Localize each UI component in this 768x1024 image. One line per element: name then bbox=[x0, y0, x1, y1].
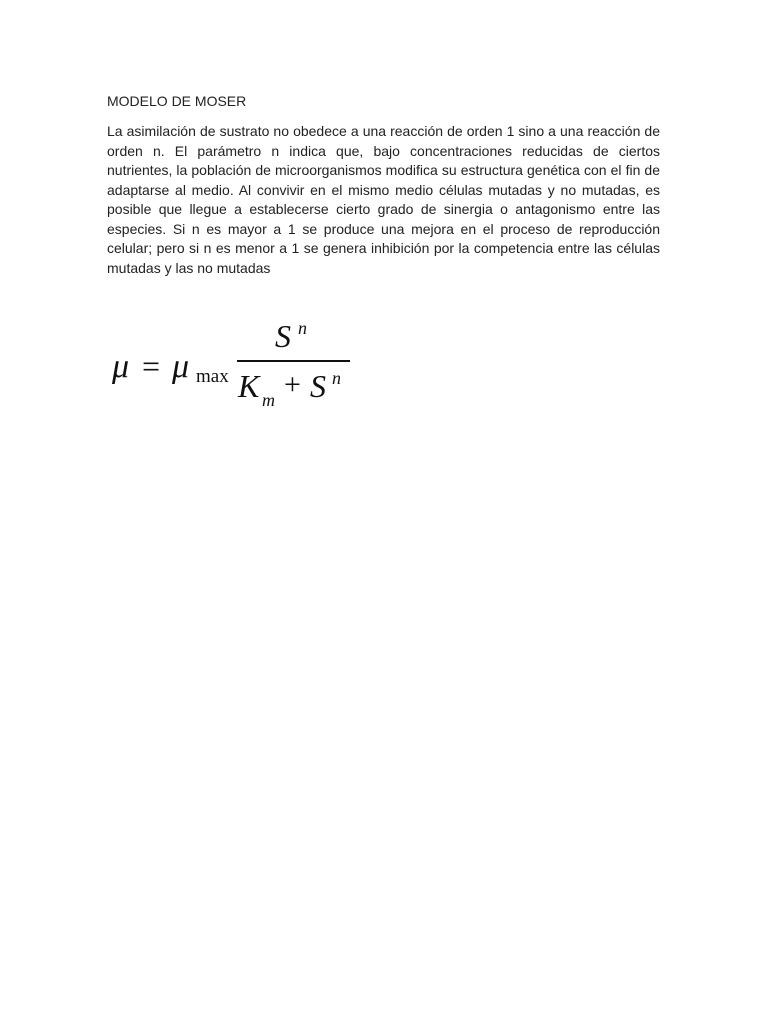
moser-equation bbox=[110, 318, 360, 418]
formula-numerator-exponent: n bbox=[298, 318, 307, 338]
formula-equals: = bbox=[142, 348, 161, 384]
formula-numerator-s: S bbox=[275, 318, 291, 354]
formula-mu-max: μ bbox=[172, 348, 190, 385]
formula-denominator-k-subscript: m bbox=[262, 390, 275, 410]
fraction-bar bbox=[237, 360, 350, 362]
formula-denominator-plus: + bbox=[284, 368, 301, 401]
body-paragraph: La asimilación de sustrato no obedece a una reacción de orden 1 sino a una reacción de orden n. El parámetro n indica que, bajo concentraciones reducidas de ciertos nutrientes, la población de microorganismos modifica su estructura genética con el fin de adaptarse al medio. Al convivir en el mismo medio células mutadas y no mutadas, es posible que llegue a establecerse cierto grado de sinergia o antagonismo entre las especies. Si n es mayor a 1 se produce una mejora en el proceso de reproducción celular; pero si n es menor a 1 se genera inhibición por la competencia entre las células mutadas y las no mutadas bbox=[107, 123, 660, 276]
document-title: MODELO DE MOSER bbox=[107, 93, 247, 109]
formula-max-subscript: max bbox=[196, 366, 229, 387]
formula-denominator-s: S bbox=[310, 368, 326, 404]
formula-denominator-k: K bbox=[238, 368, 260, 404]
formula-mu: μ bbox=[112, 348, 130, 385]
formula-denominator-exponent: n bbox=[332, 368, 341, 388]
